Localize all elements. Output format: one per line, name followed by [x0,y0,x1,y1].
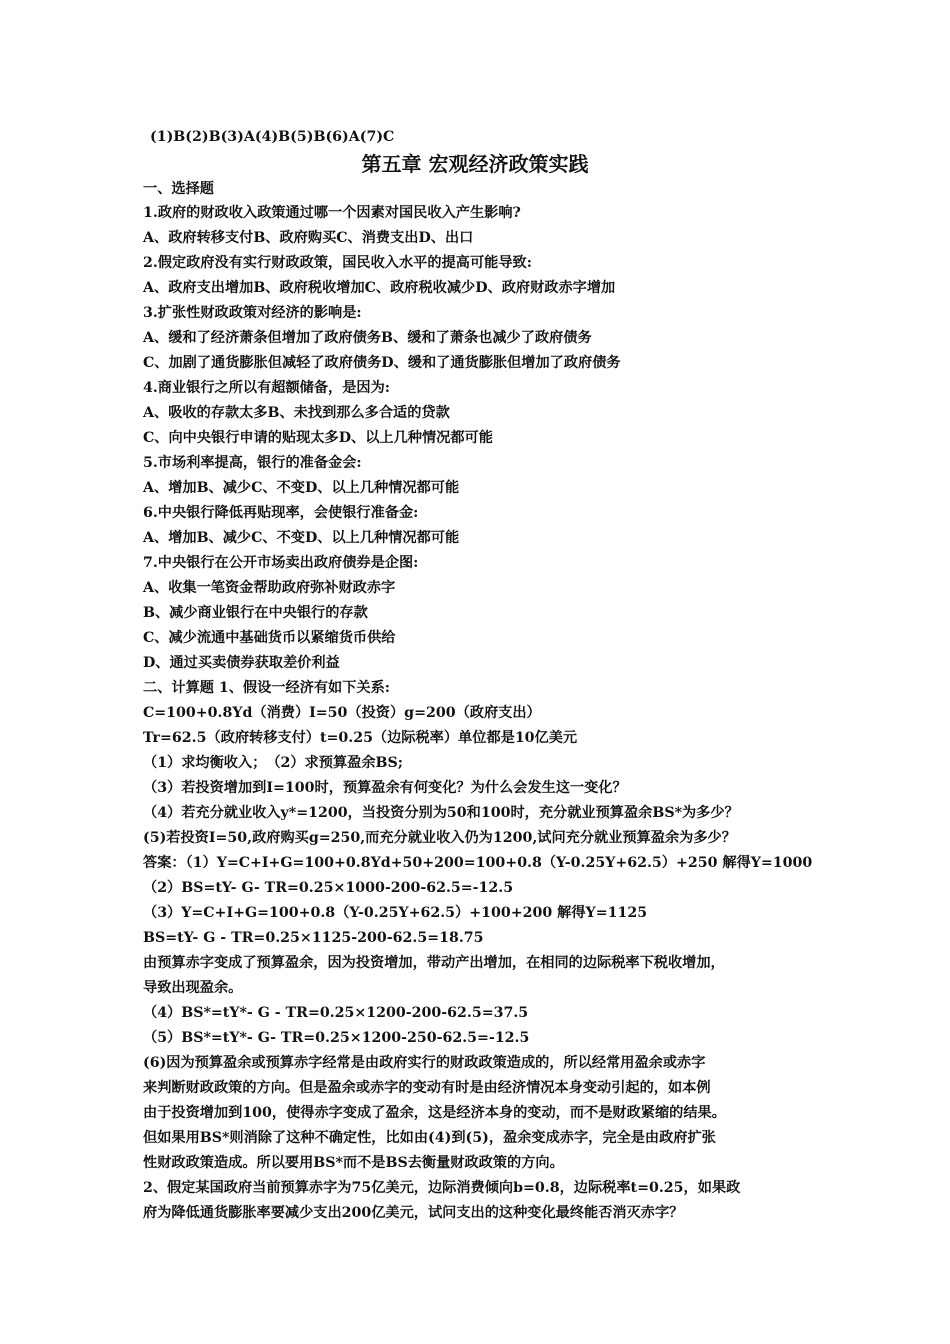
calc-line: （1）求均衡收入； （2）求预算盈余BS; [143,755,404,771]
question-2-stem: 2.假定政府没有实行财政政策，国民收入水平的提高可能导致: [143,255,532,271]
calc-line: Tr=62.5（政府转移支付）t=0.25（边际税率）单位都是10亿美元 [143,730,578,746]
answer-line: 由预算赤字变成了预算盈余，因为投资增加，带动产出增加，在相同的边际税率下税收增加， [143,955,725,971]
question-5-options: A、增加B、减少C、不变D、以上几种情况都可能 [143,480,460,496]
question-4-stem: 4.商业银行之所以有超额储备，是因为: [143,380,391,396]
question-3-stem: 3.扩张性财政政策对经济的影响是: [143,305,362,321]
answer-line: 性财政政策造成。所以要用BS*而不是BS去衡量财政政策的方向。 [143,1155,564,1171]
question-4-options-cd: C、向中央银行申请的贴现太多D、以上几种情况都可能 [143,430,493,446]
question-4-options-ab: A、吸收的存款太多B、未找到那么多合适的贷款 [143,405,450,421]
answer-line: 来判断财政政策的方向。但是盈余或赤字的变动有时是由经济情况本身变动引起的，如本例 [143,1080,711,1096]
section-heading-choice: 一、选择题 [143,181,214,197]
answer-line: （4）BS*=tY*- G - TR=0.25×1200-200-62.5=37.5 [143,1005,529,1021]
calc-line: (5)若投资I=50,政府购买g=250,而充分就业收入仍为1200,试问充分就业预算盈余为多少？ [143,830,736,846]
question-6-stem: 6.中央银行降低再贴现率，会使银行准备金: [143,505,419,521]
question-7-option-a: A、收集一笔资金帮助政府弥补财政赤字 [143,580,396,596]
answer-line: 但如果用BS*则消除了这种不确定性，比如由(4)到(5)，盈余变成赤字，完全是由政府扩张 [143,1130,716,1146]
question-1-options: A、政府转移支付B、政府购买C、消费支出D、出口 [143,230,474,246]
answer-line: （5）BS*=tY*- G- TR=0.25×1200-250-62.5=-12.5 [143,1030,530,1046]
section-heading-calc: 二、计算题 1、假设一经济有如下关系: [143,680,391,696]
question-7-stem: 7.中央银行在公开市场卖出政府债券是企图: [143,555,419,571]
question-2-calc: 2、假定某国政府当前预算赤字为75亿美元，边际消费倾向b=0.8，边际税率t=0.25，如果政 [143,1180,741,1196]
question-6-options: A、增加B、减少C、不变D、以上几种情况都可能 [143,530,460,546]
answer-line: 由于投资增加到100，使得赤字变成了盈余，这是经济本身的变动，而不是财政紧缩的结果。 [143,1105,726,1121]
calc-line: （4）若充分就业收入y*=1200，当投资分别为50和100时，充分就业预算盈余BS*为多少？ [143,805,739,821]
question-7-option-d: D、通过买卖债券获取差价利益 [143,655,340,671]
question-7-option-b: B、减少商业银行在中央银行的存款 [143,605,368,621]
answer-line: (6)因为预算盈余或预算赤字经常是由政府实行的财政政策造成的，所以经常用盈余或赤字 [143,1055,706,1071]
question-7-option-c: C、减少流通中基础货币以紧缩货币供给 [143,630,396,646]
calc-line: C=100+0.8Yd（消费）I=50（投资）g=200（政府支出） [143,705,541,721]
chapter-title: 第五章 宏观经济政策实践 [361,152,589,176]
answer-line: 答案：（1）Y=C+I+G=100+0.8Yd+50+200=100+0.8（Y-0.25Y+62.5）+250 解得Y=1000 [143,855,813,871]
question-3-options-cd: C、加剧了通货膨胀但减轻了政府债务D、缓和了通货膨胀但增加了政府债务 [143,355,621,371]
question-1-stem: 1.政府的财政收入政策通过哪一个因素对国民收入产生影响? [143,205,521,221]
question-2-options: A、政府支出增加B、政府税收增加C、政府税收减少D、政府财政赤字增加 [143,280,616,296]
previous-answers: (1)B(2)B(3)A(4)B(5)B(6)A(7)C [150,129,395,145]
calc-line: （3）若投资增加到I=100时，预算盈余有何变化？为什么会发生这一变化？ [143,780,627,796]
answer-line: 导致出现盈余。 [143,980,243,996]
question-2-calc: 府为降低通货膨胀率要减少支出200亿美元，试问支出的这种变化最终能否消灭赤字？ [143,1205,684,1221]
answer-line: （2）BS=tY- G- TR=0.25×1000-200-62.5=-12.5 [143,880,514,896]
answer-line: BS=tY- G - TR=0.25×1125-200-62.5=18.75 [143,930,484,946]
question-3-options-ab: A、缓和了经济萧条但增加了政府债务B、缓和了萧条也减少了政府债务 [143,330,592,346]
answer-line: （3）Y=C+I+G=100+0.8（Y-0.25Y+62.5）+100+200 解得Y=1125 [143,905,648,921]
question-5-stem: 5.市场利率提高，银行的准备金会: [143,455,362,471]
